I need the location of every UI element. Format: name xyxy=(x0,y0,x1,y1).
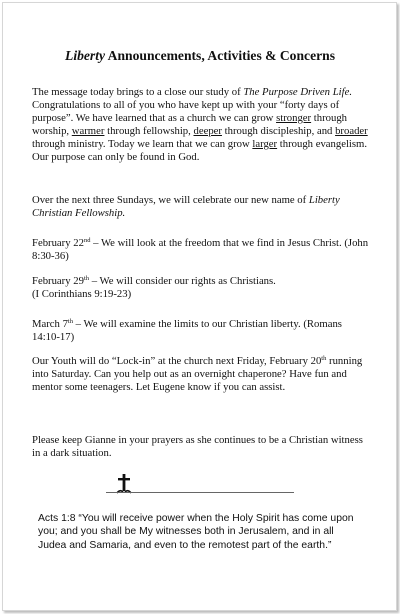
title-rest: Announcements, Activities & Concerns xyxy=(105,48,335,63)
schedule-date: February 22 xyxy=(32,237,84,249)
date-suffix: th xyxy=(67,318,73,325)
intro-text-7: through evangelism. Our purpose can only be found in God. xyxy=(32,138,368,163)
word-larger: larger xyxy=(252,138,278,150)
youth-text-2: running into Saturday. Can you help out as an overnight chaperone? Have fun and mentor some teenagers. Let Eugene know if you can assist. xyxy=(32,355,363,393)
schedule-item xyxy=(32,275,372,301)
title-italic: Liberty xyxy=(65,48,106,63)
church-name: Liberty Christian Fellowship. xyxy=(32,194,340,219)
date-suffix: nd xyxy=(83,237,91,244)
page-title xyxy=(0,48,400,64)
new-name-text: Over the next three Sundays, we will celebrate our new name of xyxy=(32,194,309,206)
prayer-paragraph: Please keep Gianne in your prayers as she continues to be a Christian witness in a dark situation. xyxy=(32,434,363,459)
intro-text-5: through discipleship, and xyxy=(221,125,336,137)
intro-text-2: Congratulations to all of you who have kept up with your “forty days of purpose”. We have learned that as a church we can grow xyxy=(32,99,340,124)
divider-line xyxy=(106,492,294,493)
word-broader: broader xyxy=(335,125,368,137)
word-deeper: deeper xyxy=(193,125,222,137)
scripture-verse: Acts 1:8 “You will receive power when the Holy Spirit has come upon you; and you shall be My witnesses both in Jerusalem, and in all Judea and Samaria, and even to the remotest part of the earth.” xyxy=(38,513,354,551)
schedule-date: February 29 xyxy=(32,275,84,287)
schedule-text: – We will examine the limits to our Christian liberty. (Romans 14:10-17) xyxy=(32,318,342,343)
intro-text-3: through worship, xyxy=(32,112,348,137)
date-suffix: th xyxy=(83,275,90,282)
schedule-date: March 7 xyxy=(32,318,68,330)
schedule-item xyxy=(32,237,372,263)
scripture-reference: (I Corinthians 9:19-23) xyxy=(32,288,132,300)
intro-paragraph xyxy=(32,86,372,164)
intro-text-1: The message today brings to a close our study of xyxy=(32,86,244,98)
word-stronger: stronger xyxy=(276,112,312,124)
word-warmer: warmer xyxy=(71,125,105,137)
schedule-text: – We will look at the freedom that we find in Jesus Christ. (John 8:30-36) xyxy=(32,237,369,262)
intro-text-4: through fellowship, xyxy=(104,125,194,137)
intro-text-6: through ministry. Today we learn that we can grow xyxy=(32,138,253,150)
youth-paragraph xyxy=(32,355,372,394)
youth-text-1: Our Youth will do “Lock-in” at the church next Friday, February 20 xyxy=(32,355,322,367)
date-suffix: th xyxy=(321,355,327,362)
schedule-text: – We will consider our rights as Christians. xyxy=(89,275,276,287)
book-title: The Purpose Driven Life. xyxy=(243,86,352,98)
new-name-paragraph xyxy=(32,194,372,220)
schedule-item xyxy=(32,318,372,344)
